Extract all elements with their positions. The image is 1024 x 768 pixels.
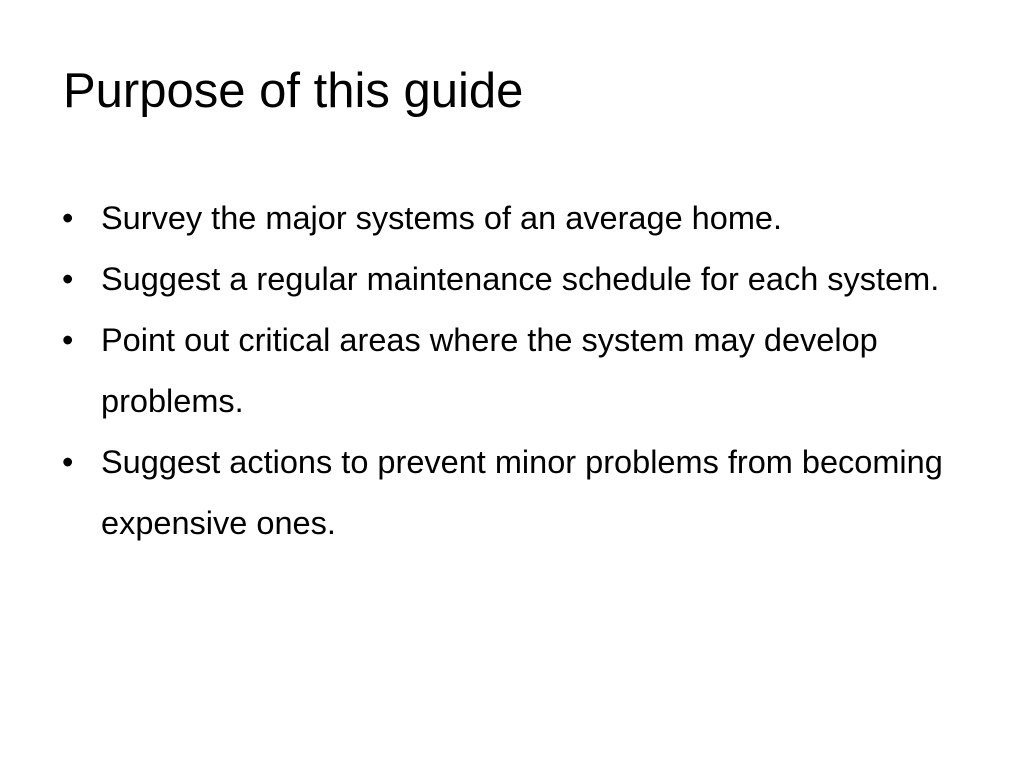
bullet-dot-icon: • xyxy=(62,322,74,358)
bullet-item xyxy=(62,432,962,554)
bullet-dot-icon: • xyxy=(62,261,74,297)
bullet-text: Survey the major systems of an average home. xyxy=(101,200,783,236)
bullet-dot-icon: • xyxy=(62,444,74,480)
bullet-text: Point out critical areas where the system may develop problems. xyxy=(101,322,878,419)
bullet-text: Suggest actions to prevent minor problems from becoming expensive ones. xyxy=(101,444,943,541)
bullet-text: Suggest a regular maintenance schedule for each system. xyxy=(101,261,940,297)
slide-title: Purpose of this guide xyxy=(63,64,524,118)
bullet-dot-icon: • xyxy=(62,200,74,236)
bullet-item xyxy=(62,188,962,249)
bullet-item xyxy=(62,249,962,310)
bullet-list xyxy=(62,188,962,554)
bullet-item xyxy=(62,310,962,432)
